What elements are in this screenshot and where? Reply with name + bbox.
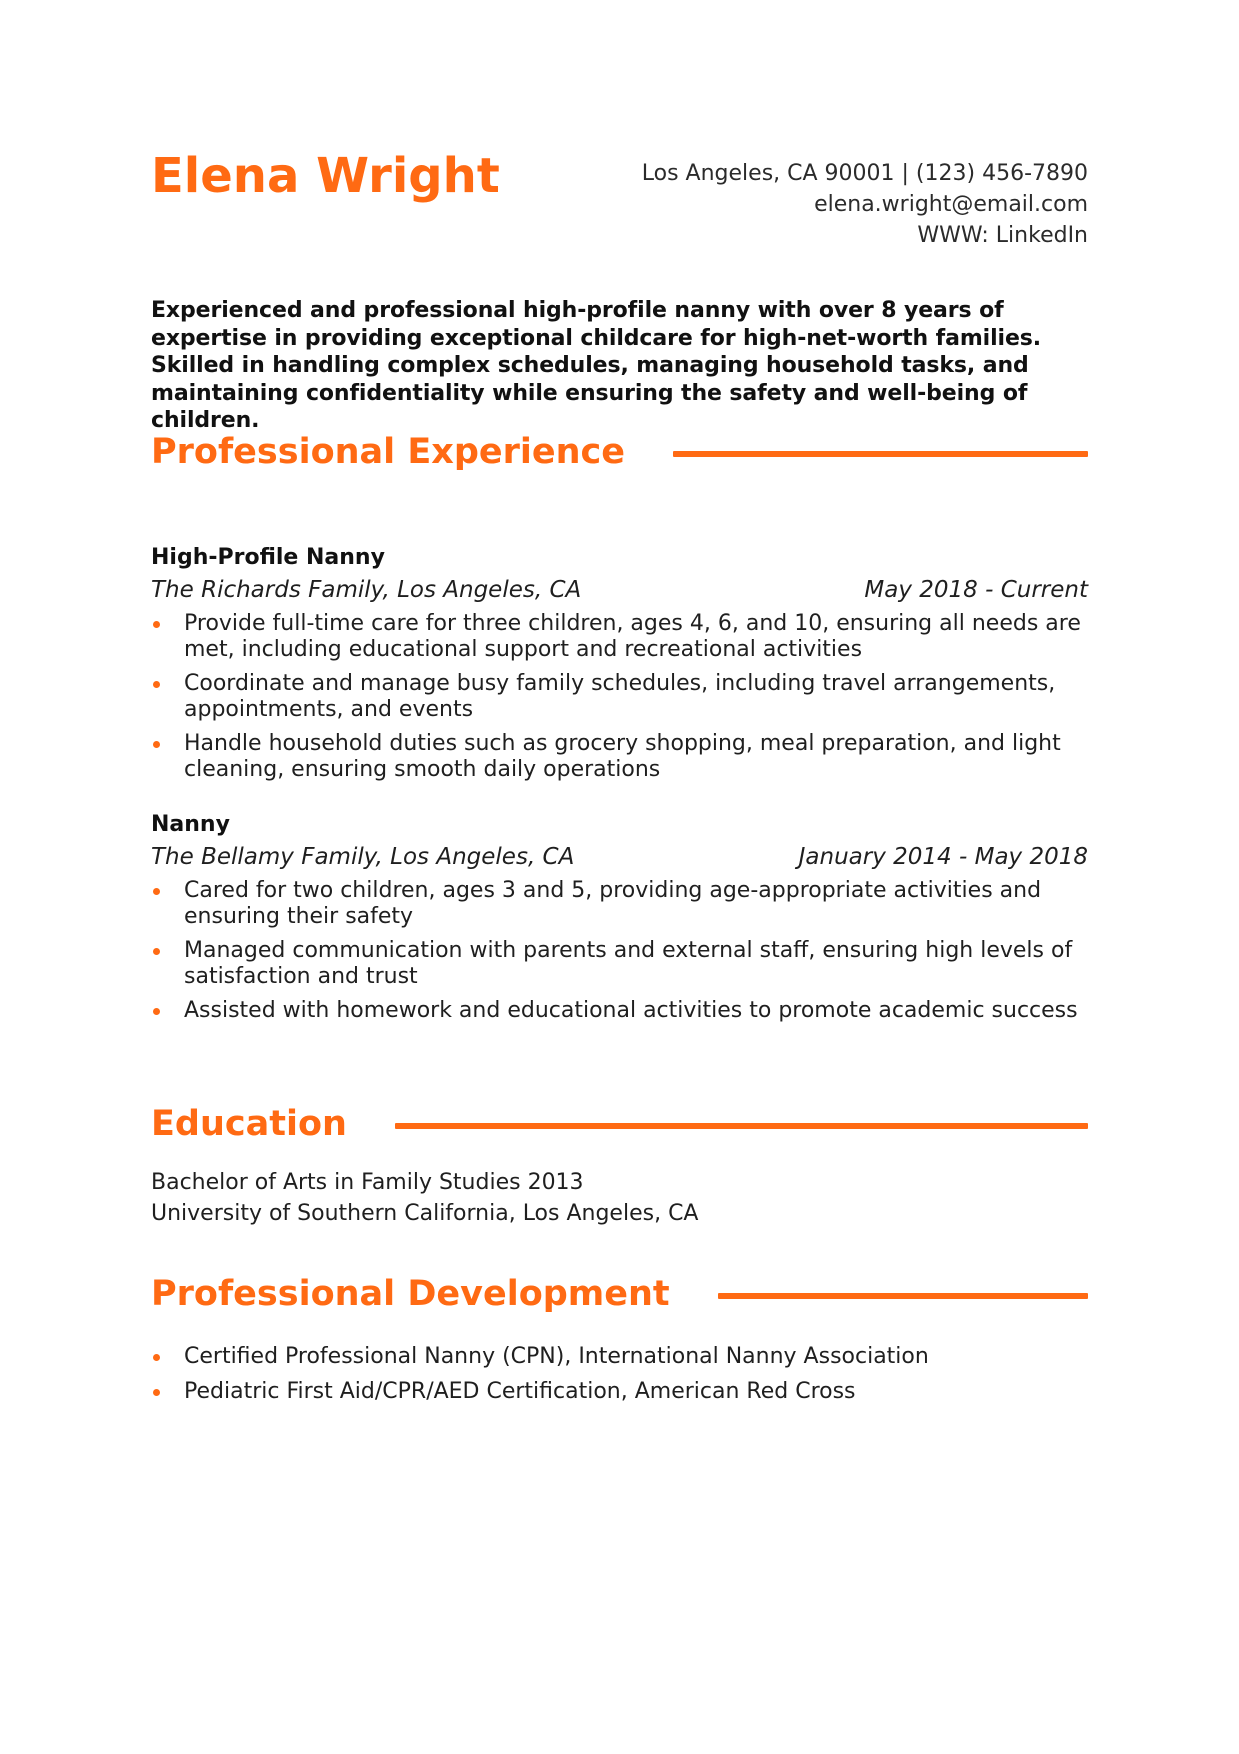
job-bullet [151,878,1088,929]
development-list [151,1344,1088,1404]
bullet-text: Managed communication with parents and external staff, ensuring high levels of satisfaction and trust [184,938,1073,989]
section-divider [395,1123,1088,1129]
job-employer: The Richards Family, Los Angeles, CA [151,577,582,603]
bullet-dot-icon [153,1008,160,1015]
job-title: High-Profile Nanny [151,545,385,570]
job-bullet [151,671,1088,722]
professional-summary: Experienced and professional high-profile nanny with over 8 years of expertise in providing exceptional childcare for high-net-worth families. Skilled in handling complex schedules, managing household tasks, and maintaining confidentiality while ensuring the safety and well-being of children. [151,298,1042,433]
section-divider [718,1293,1088,1299]
experience-heading: Professional Experience [151,432,626,472]
job-entry [151,810,1088,1033]
bullet-dot-icon [153,681,160,688]
job-dates: January 2014 - May 2018 [798,844,1088,870]
section-divider [673,451,1088,457]
bullet-dot-icon [153,948,160,955]
job-bullet [151,731,1088,782]
job-bullet [151,998,1088,1024]
job-employer: The Bellamy Family, Los Angeles, CA [151,844,575,870]
website-link[interactable]: WWW: LinkedIn [917,223,1088,248]
job-title: Nanny [151,812,230,837]
experience-section-heading [151,429,1088,475]
bullet-text: Assisted with homework and educational activities to promote academic success [184,998,1078,1023]
job-dates: May 2018 - Current [864,577,1088,603]
bullet-dot-icon [153,1389,160,1396]
address-phone: Los Angeles, CA 90001 | (123) 456-7890 [641,161,1088,186]
development-section-heading [151,1271,1088,1317]
job-bullet-list [151,878,1088,1024]
candidate-name: Elena Wright [151,148,500,204]
job-bullet [151,611,1088,662]
contact-block [642,158,1088,251]
development-heading: Professional Development [151,1274,670,1314]
bullet-dot-icon [153,621,160,628]
resume-page [151,0,1088,1404]
bullet-dot-icon [153,888,160,895]
bullet-text: Handle household duties such as grocery shopping, meal preparation, and light cleaning, ensuring smooth daily operations [184,731,1061,782]
education-entry [151,1167,698,1229]
job-meta [151,840,1088,874]
job-meta [151,573,1088,607]
development-list-wrapper [151,1340,1088,1413]
bullet-text: Cared for two children, ages 3 and 5, providing age-appropriate activities and ensuring their safety [184,878,1042,929]
job-bullet [151,938,1088,989]
job-bullet-list [151,611,1088,782]
development-item-text: Pediatric First Aid/CPR/AED Certification, American Red Cross [184,1378,856,1404]
email-link[interactable]: elena.wright@email.com [814,192,1088,217]
bullet-text: Provide full-time care for three children, ages 4, 6, and 10, ensuring all needs are met, including educational support and recreational activities [184,611,1081,662]
degree: Bachelor of Arts in Family Studies 2013 [151,1170,584,1195]
bullet-dot-icon [153,1354,160,1361]
education-section-heading [151,1101,1088,1147]
development-item [151,1344,1088,1370]
development-item-text: Certified Professional Nanny (CPN), International Nanny Association [184,1344,929,1369]
resume-header [151,0,1088,290]
bullet-dot-icon [153,741,160,748]
school: University of Southern California, Los Angeles, CA [151,1201,699,1226]
bullet-text: Coordinate and manage busy family schedules, including travel arrangements, appointments, and events [184,671,1056,722]
education-heading: Education [151,1104,347,1144]
development-item [151,1379,1088,1405]
job-entry [151,543,1088,791]
